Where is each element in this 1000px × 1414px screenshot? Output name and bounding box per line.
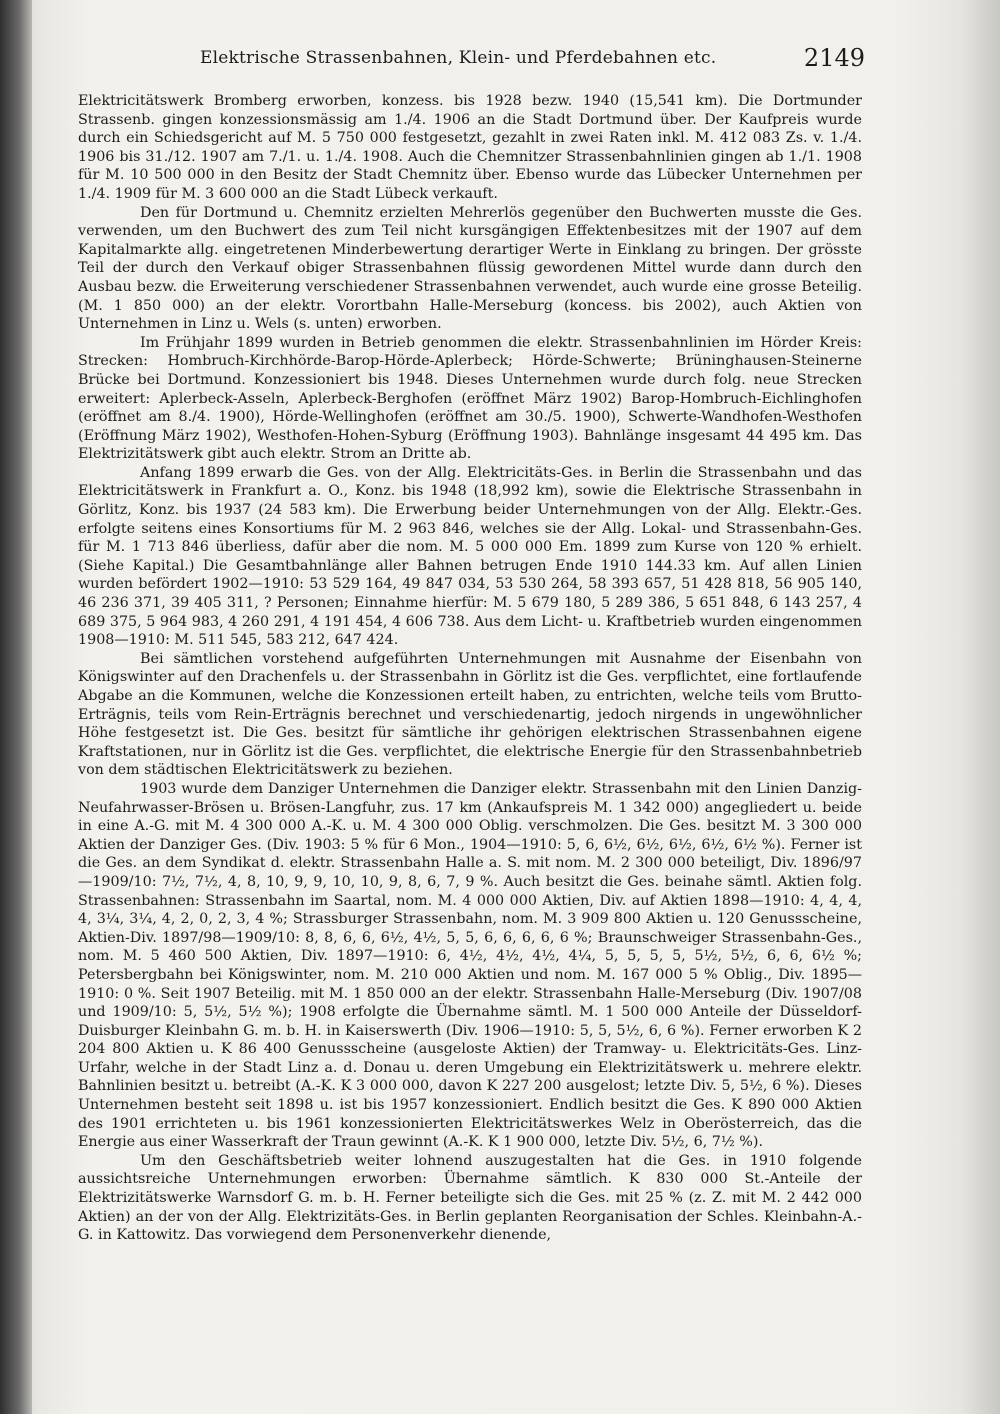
paragraph: 1903 wurde dem Danziger Unternehmen die Danziger elektr. Strassenbahn mit den Linien Danzig-Neufahrwasser-Brösen u. Brösen-Langfuhr, zus. 17 km (Ankaufspreis M. 1 342 000) angegliedert u. beide in eine A.-G. mit M. 4 300 000 A.-K. u. M. 4 300 000 Oblig. verschmolzen. Die Ges. besitzt M. 3 300 000 Aktien der Danziger Ges. (Div. 1903: 5 % für 6 Mon., 1904—1910: 5, 6, 6½, 6½, 6½, 6½, 6½ %). Ferner ist die Ges. an dem Syndikat d. elektr. Strassenbahn Halle a. S. mit nom. M. 2 300 000 beteiligt, Div. 1896/97—1909/10: 7½, 7½, 4, 8, 10, 9, 9, 10, 10, 9, 8, 6, 7, 9 %. Auch besitzt die Ges. beinahe sämtl. Aktien folg. Strassenbahnen: Strassenbahn im Saartal, nom. M. 4 000 000 Aktien, Div. auf Aktien 1898—1910: 4, 4, 4, 4, 3¼, 3¼, 4, 2, 0, 2, 3, 4 %; Strassburger Strassenbahn, nom. M. 3 909 800 Aktien u. 120 Genussscheine, Aktien-Div. 1897/98—1909/10: 8, 8, 6, 6, 6½, 4½, 5, 5, 6, 6, 6, 6, 6 %; Braunschweiger Strassenbahn-Ges., nom. M. 5 460 500 Aktien, Div. 1897—1910: 6, 4½, 4½, 4½, 4¼, 5, 5, 5, 5, 5½, 5½, 6, 6, 6½ %; Petersbergbahn bei Königswinter, nom. M. 210 000 Aktien und nom. M. 167 000 5 % Oblig., Div. 1895—1910: 0 %. Seit 1907 Beteilig. mit M. 1 850 000 an der elektr. Strassenbahn Halle-Merseburg (Div. 1907/08 und 1909/10: 5, 5½, 5½ %); 1908 erfolgte die Übernahme sämtl. M. 1 500 000 Anteile der Düsseldorf-Duisburger Kleinbahn G. m. b. H. in Kaiserswerth (Div. 1906—1910: 5, 5, 5½, 6, 6 %). Ferner erworben K 2 204 800 Aktien u. K 86 400 Genussscheine (ausgeloste Aktien) der Tramway- u. Elektricitäts-Ges. Linz-Urfahr, welche in der Stadt Linz a. d. Donau u. deren Umgebung ein Elektrizitätswerk u. mehrere elektr. Bahnlinien besitzt u. betreibt (A.-K. K 3 000 000, davon K 227 200 ausgelost; letzte Div. 5, 5½, 6 %). Dieses Unternehmen besteht seit 1898 u. ist bis 1957 konzessioniert. Endlich besitzt die Ges. K 890 000 Aktien des 1901 errichteten u. bis 1961 konzessionierten Elektricitätswerkes Welz in Oberösterreich, das die Energie aus einer Wasserkraft der Traun gewinnt (A.-K. K 1 900 000, letzte Div. 5½, 6, 7½ %). xyxy=(78,780,862,1151)
paragraph: Den für Dortmund u. Chemnitz erzielten Mehrerlös gegenüber den Buchwerten musste die Ges. verwenden, um den Buchwert des zum Teil nicht kursgängigen Effektenbesitzes mit der 1907 auf dem Kapitalmarkte allg. eingetretenen Minderbewertung derartiger Werte in Einklang zu bringen. Der grösste Teil der durch den Verkauf obiger Strassenbahnen flüssig gewordenen Mittel wurde dann durch den Ausbau bezw. die Erweiterung verschiedener Strassenbahnen verwendet, auch wurde eine grosse Beteilig. (M. 1 850 000) an der elektr. Vorortbahn Halle-Merseburg (koncess. bis 2002), auch Aktien von Unternehmen in Linz u. Wels (s. unten) erworben. xyxy=(78,204,862,333)
paragraph: Um den Geschäftsbetrieb weiter lohnend auszugestalten hat die Ges. in 1910 folgende aussichtsreiche Unternehmungen erworben: Übernahme sämtlich. K 830 000 St.-Anteile der Elektrizitätswerke Warnsdorf G. m. b. H. Ferner beteiligte sich die Ges. mit 25 % (z. Z. mit M. 2 442 000 Aktien) an der von der Allg. Elektrizitäts-Ges. in Berlin geplanten Reorganisation der Schles. Kleinbahn-A.-G. in Kattowitz. Das vorwiegend dem Personenverkehr dienende, xyxy=(78,1152,862,1244)
paragraph: Anfang 1899 erwarb die Ges. von der Allg. Elektricitäts-Ges. in Berlin die Strassenbahn und das Elektricitätswerk in Frankfurt a. O., Konz. bis 1948 (18,992 km), sowie die Elektrische Strassenbahn in Görlitz, Konz. bis 1937 (24 583 km). Die Erwerbung beider Unternehmungen von der Allg. Elektr.-Ges. erfolgte seitens eines Konsortiums für M. 2 963 846, welches sie der Allg. Lokal- und Strassenbahn-Ges. für M. 1 713 846 überliess, dafür aber die nom. M. 5 000 000 Em. 1899 zum Kurse von 120 % erhielt. (Siehe Kapital.) Die Gesamtbahnlänge aller Bahnen betrugen Ende 1910 144.33 km. Auf allen Linien wurden befördert 1902—1910: 53 529 164, 49 847 034, 53 530 264, 58 393 657, 51 428 818, 56 905 140, 46 236 371, 39 405 311, ? Personen; Einnahme hierfür: M. 5 679 180, 5 289 386, 5 651 848, 6 143 257, 4 689 375, 5 964 983, 4 260 291, 4 191 454, 4 606 738. Aus dem Licht- u. Kraftbetrieb wurden eingenommen 1908—1910: M. 511 545, 583 212, 647 424. xyxy=(78,464,862,649)
running-header xyxy=(150,44,865,76)
running-title: Elektrische Strassenbahnen, Klein- und Pferdebahnen etc. xyxy=(200,48,717,68)
page-number: 2149 xyxy=(803,44,865,72)
paragraph: Bei sämtlichen vorstehend aufgeführten Unternehmungen mit Ausnahme der Eisenbahn von Königswinter auf den Drachenfels u. der Strassenbahn in Görlitz ist die Ges. verpflichtet, eine fortlaufende Abgabe an die Kommunen, welche die Konzessionen erteilt haben, zu entrichten, welche teils vom Brutto-Erträgnis, teils vom Rein-Erträgnis berechnet und verschiedenartig, jedoch nirgends in ungewöhnlicher Höhe festgesetzt ist. Die Ges. besitzt für sämtliche ihr gehörigen elektrischen Strassenbahnen eigene Kraftstationen, nur in Görlitz ist die Ges. verpflichtet, die elektrische Energie für den Strassenbahnbetrieb von dem städtischen Elektricitätswerk zu beziehen. xyxy=(78,650,862,779)
body-text xyxy=(78,92,862,1245)
paragraph: Elektricitätswerk Bromberg erworben, konzess. bis 1928 bezw. 1940 (15,541 km). Die Dortmunder Strassenb. gingen konzessionsmässig am 1./4. 1906 an die Stadt Dortmund über. Der Kaufpreis wurde durch ein Schiedsgericht auf M. 5 750 000 festgesetzt, gezahlt in zwei Raten inkl. M. 412 083 Zs. v. 1./4. 1906 bis 31./12. 1907 am 7./1. u. 1./4. 1908. Auch die Chemnitzer Strassenbahnlinien gingen ab 1./1. 1908 für M. 10 500 000 in den Besitz der Stadt Chemnitz über. Ebenso wurde das Lübecker Unternehmen per 1./4. 1909 für M. 3 600 000 an die Stadt Lübeck verkauft. xyxy=(78,93,862,202)
facing-page-edge xyxy=(0,0,32,1414)
paragraph: Im Frühjahr 1899 wurden in Betrieb genommen die elektr. Strassenbahnlinien im Hörder Kreis: Strecken: Hombruch-Kirchhörde-Barop-Hörde-Aplerbeck; Hörde-Schwerte; Brüninghausen-Steinerne Brücke bei Dortmund. Konzessioniert bis 1948. Dieses Unternehmen wurde durch folg. neue Strecken erweitert: Aplerbeck-Asseln, Aplerbeck-Berghofen (eröffnet März 1902) Barop-Hombruch-Eichlinghofen (eröffnet am 8./4. 1900), Hörde-Wellinghofen (eröffnet am 30./5. 1900), Schwerte-Wandhofen-Westhofen (Eröffnung März 1902), Westhofen-Hohen-Syburg (Eröffnung 1903). Bahnlänge insgesamt 44 495 km. Das Elektrizitätswerk gibt auch elektr. Strom an Dritte ab. xyxy=(78,334,862,463)
